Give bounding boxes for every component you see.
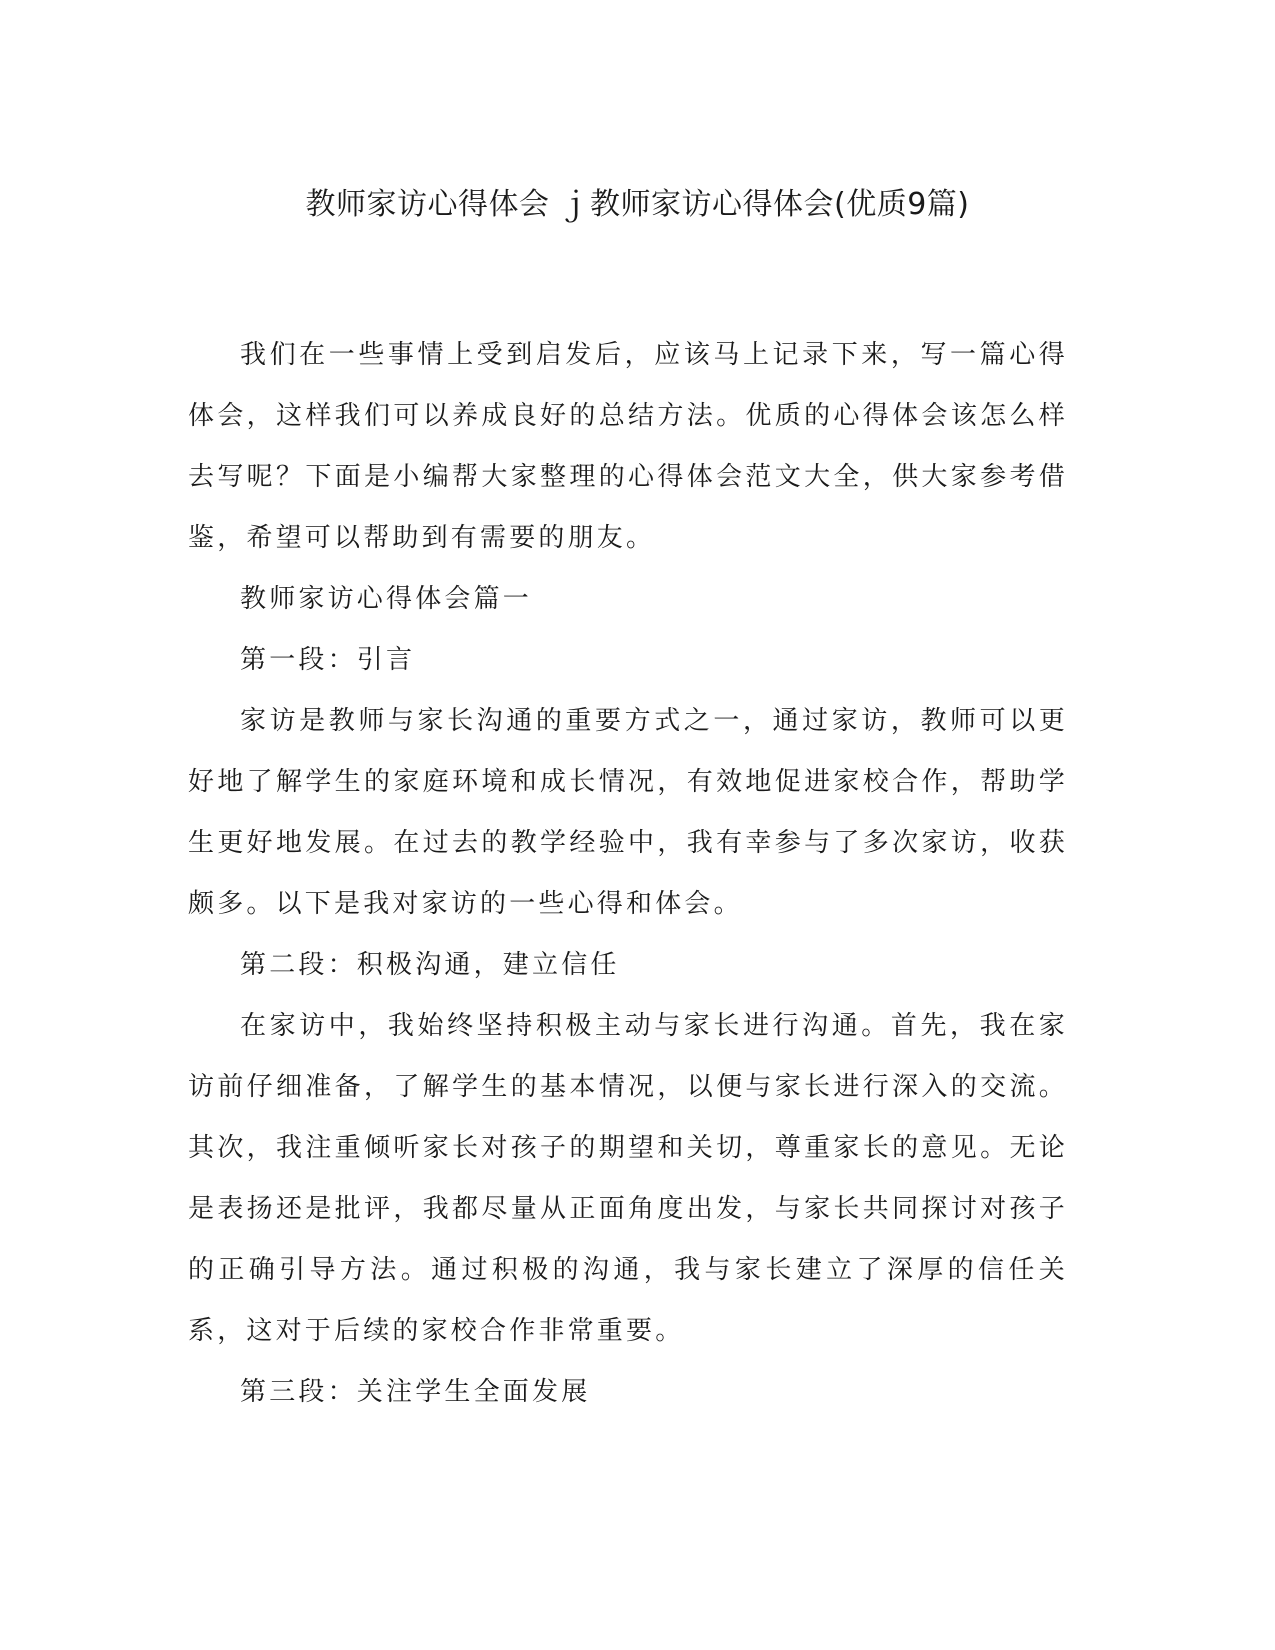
intro-paragraph: 我们在一些事情上受到启发后，应该马上记录下来，写一篇心得体会，这样我们可以养成良好的总结方法。优质的心得体会该怎么样去写呢？下面是小编帮大家整理的心得体会范文大全，供大家参考借鉴，希望可以帮助到有需要的朋友。 xyxy=(188,340,1068,553)
section-heading-2: 第二段：积极沟通，建立信任 xyxy=(240,950,620,980)
section-heading-3: 第三段：关注学生全面发展 xyxy=(240,1377,591,1407)
article-heading: 教师家访心得体会篇一 xyxy=(240,584,533,614)
document-title: 教师家访心得体会 ｊ教师家访心得体会(优质9篇) xyxy=(305,187,970,222)
section-heading-1: 第一段：引言 xyxy=(240,645,416,675)
section-paragraph-2: 在家访中，我始终坚持积极主动与家长进行沟通。首先，我在家访前仔细准备，了解学生的基本情况，以便与家长进行深入的交流。其次，我注重倾听家长对孩子的期望和关切，尊重家长的意见。无论是表扬还是批评，我都尽量从正面角度出发，与家长共同探讨对孩子的正确引导方法。通过积极的沟通，我与家长建立了深厚的信任关系，这对于后续的家校合作非常重要。 xyxy=(188,1011,1068,1346)
document-body xyxy=(188,325,1068,1423)
section-paragraph-1: 家访是教师与家长沟通的重要方式之一，通过家访，教师可以更好地了解学生的家庭环境和成长情况，有效地促进家校合作，帮助学生更好地发展。在过去的教学经验中，我有幸参与了多次家访，收获颇多。以下是我对家访的一些心得和体会。 xyxy=(188,706,1068,919)
